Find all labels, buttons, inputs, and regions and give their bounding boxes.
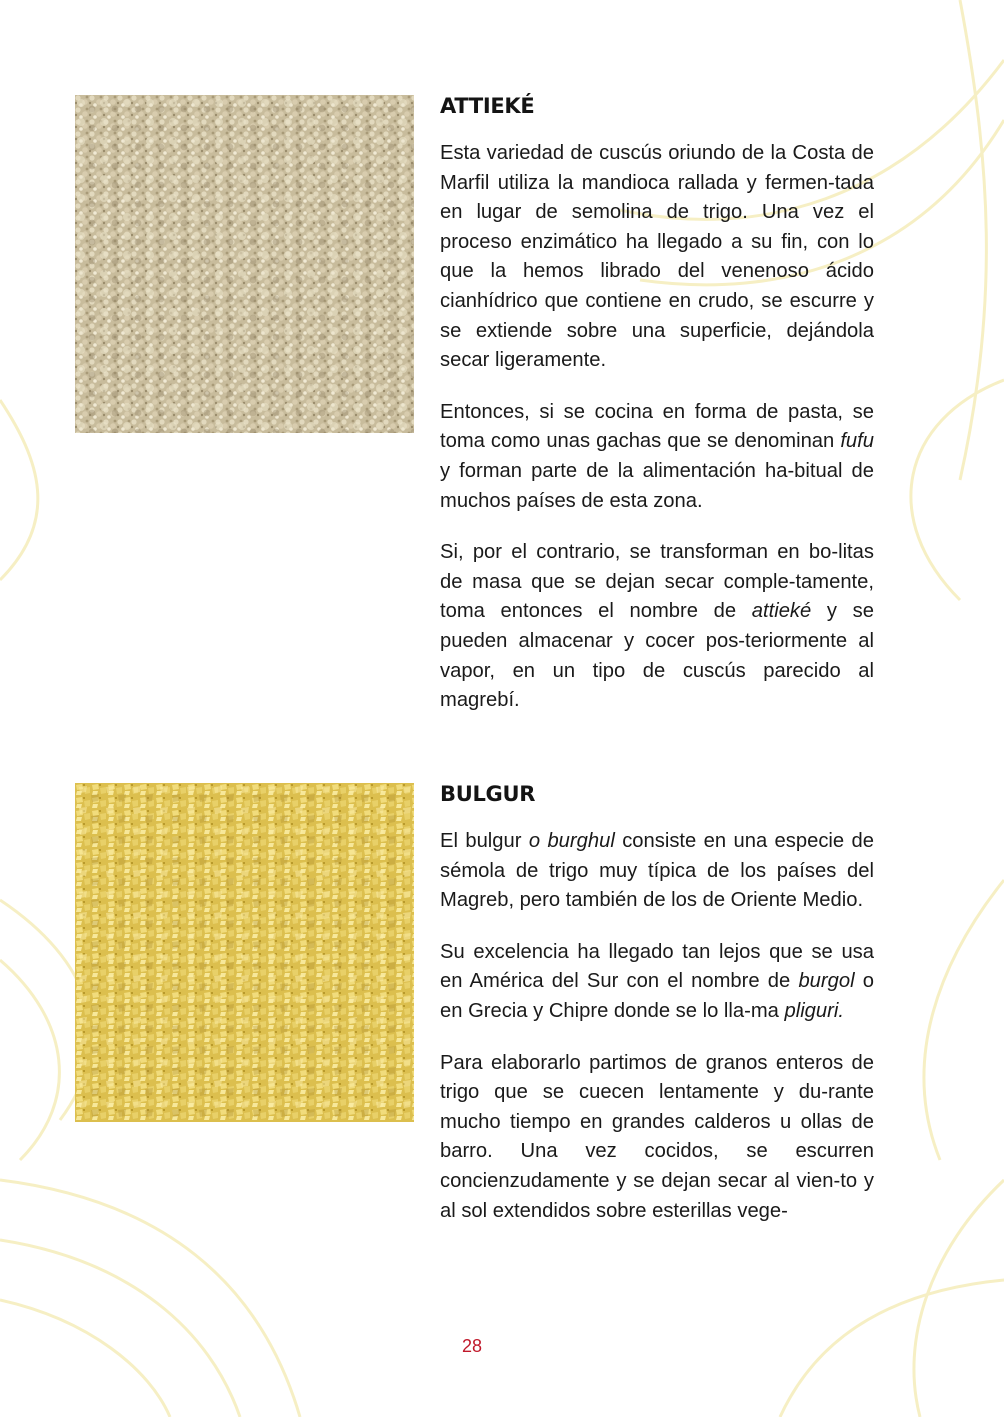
italic-term: attieké (751, 600, 812, 623)
paragraph: Su excelencia ha llegado tan lejos que se usa en América del Sur con el nombre de burgol o en Grecia y Chipre donde se lo lla-ma pliguri. (440, 940, 874, 1022)
bulgur-section (440, 782, 874, 1248)
section-heading: ATTIEKÉ (440, 94, 535, 118)
paragraph: El bulgur o burghul consiste en una especie de sémola de trigo muy típica de los países del Magreb, pero también de los de Oriente Medio. (440, 830, 874, 912)
italic-term: o burghul (528, 830, 615, 852)
attieke-section (440, 94, 874, 738)
italic-term: fufu (840, 430, 874, 453)
paragraph: Entonces, si se cocina en forma de pasta, se toma como unas gachas que se denominan fufu y forman parte de la alimentación ha-bitual de muchos países de esta zona. (440, 400, 874, 512)
bulgur-photo (75, 783, 414, 1122)
paragraph: Para elaborarlo partimos de granos enteros de trigo que se cuecen lentamente y du-rante mucho tiempo en grandes calderos u ollas de barro. Una vez cocidos, se escurren concienzudamente y se dejan secar al vien-to y al sol extendidos sobre esterillas vege- (440, 1051, 874, 1222)
italic-term: pliguri. (784, 999, 844, 1022)
attieke-photo (75, 95, 414, 433)
paragraph: Esta variedad de cuscús oriundo de la Costa de Marfil utiliza la mandioca rallada y fermen-tada en lugar de semolina de trigo. Una vez el proceso enzimático ha llegado a su fin, con lo que la hemos librado del venenoso ácido cianhídrico que contiene en crudo, se escurre y se extiende sobre una superficie, dejándola secar ligeramente. (440, 142, 874, 372)
section-heading: BULGUR (440, 782, 536, 806)
page-number: 28 (461, 1336, 483, 1356)
italic-term: burgol (798, 970, 855, 993)
paragraph: Si, por el contrario, se transforman en bo-litas de masa que se dejan secar comple-tamente, toma entonces el nombre de attieké y se pueden almacenar y cocer pos-teriormente al vapor, en un tipo de cuscús parecido al magrebí. (440, 541, 874, 712)
